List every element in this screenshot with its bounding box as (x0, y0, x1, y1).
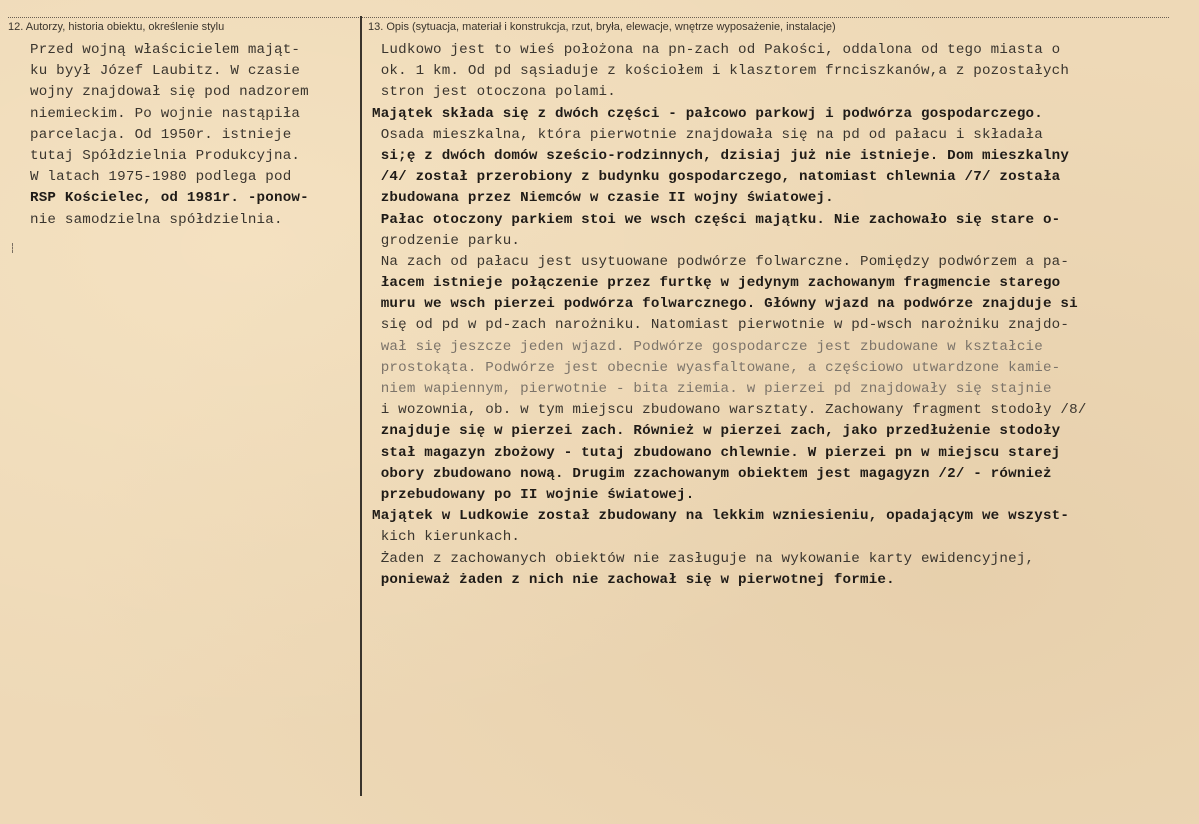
section-13-line: Pałac otoczony parkiem stoi we wsch części majątku. Nie zachowało się stare o- (372, 211, 1061, 228)
column-divider (360, 16, 362, 796)
section-13-line: obory zbudowano nową. Drugim zzachowanym obiektem jest magagyzn /2/ - również (372, 465, 1052, 482)
section-12-line: Przed wojną właścicielem mająt- (30, 42, 301, 58)
section-13-line: ponieważ żaden z nich nie zachował się w pierwotnej formie. (372, 571, 895, 588)
section-13-line: stron jest otoczona polami. (372, 84, 616, 101)
section-12-heading: 12. Autorzy, historia obiektu, określenie stylu (8, 21, 225, 33)
section-12-line: wojny znajdował się pod nadzorem (30, 84, 309, 101)
section-13-line: kich kierunkach. (372, 529, 521, 546)
section-12-line: ku byył Józef Laubitz. W czasie (30, 63, 301, 80)
section-13-line: łacem istnieje połączenie przez furtkę w jedynym zachowanym fragmencie starego (372, 275, 1061, 292)
section-13-heading: 13. Opis (sytuacja, materiał i konstrukcja, rzut, bryła, elewacje, wnętrze wyposażenie, instalacje) (368, 21, 836, 33)
section-12-line: tutaj Spółdzielnia Produkcyjna. (30, 147, 301, 164)
section-13-line: grodzenie parku. (372, 232, 521, 249)
section-13-line: Żaden z zachowanych obiektów nie zasługuje na wykowanie karty ewidencyjnej, (372, 550, 1035, 567)
section-13-body (372, 40, 1197, 591)
section-13-line: Majątek składa się z dwóch części - pałcowo parkowj i podwórza gospodarczego. (372, 105, 1043, 122)
section-13-line: niem wapiennym, pierwotnie - bita ziemia. w pierzei pd znajdowały się stajnie (372, 381, 1052, 397)
section-13-line: muru we wsch pierzei podwórza folwarcznego. Główny wjazd na podwórze znajduje si (372, 296, 1078, 313)
section-13-line: się od pd w pd-zach narożniku. Natomiast pierwotnie w pd-wsch narożniku znajdo- (372, 317, 1070, 334)
section-13-line: Na zach od pałacu jest usytuowane podwórze folwarczne. Pomiędzy podwórzem a pa- (372, 253, 1070, 270)
section-13-line: Majątek w Ludkowie został zbudowany na lekkim wzniesieniu, opadającym we wszyst- (372, 508, 1070, 525)
section-12-line: niemieckim. Po wojnie nastąpiła (30, 105, 301, 122)
section-13-line: i wozownia, ob. w tym miejscu zbudowano warsztaty. Zachowany fragment stodoły /8/ (372, 402, 1087, 419)
section-13-line: przebudowany po II wojnie światowej. (372, 486, 695, 503)
section-13-line: zbudowana przez Niemców w czasie II wojny światowej. (372, 190, 834, 207)
section-13-line: znajduje się w pierzei zach. Również w pierzei zach, jako przedłużenie stodoły (372, 423, 1061, 440)
section-12-line: RSP Kościelec, od 1981r. -ponow- (30, 190, 309, 207)
section-13-line: stał magazyn zbożowy - tutaj zbudowano chlewnie. W pierzei pn w miejscu starej (372, 444, 1061, 461)
section-13-line: Osada mieszkalna, która pierwotnie znajdowała się na pd od pałacu i składała (372, 126, 1043, 143)
left-edge-mark (12, 243, 16, 253)
section-12-body (30, 40, 360, 231)
section-13-line: si;ę z dwóch domów sześcio-rodzinnych, dzisiaj już nie istnieje. Dom mieszkalny (372, 147, 1070, 164)
section-13-line: ok. 1 km. Od pd sąsiaduje z kościołem i klasztorem frnciszkanów,a z pozostałych (372, 63, 1070, 80)
section-12-line: nie samodzielna spółdzielnia. (30, 211, 283, 228)
top-dotted-rule (8, 17, 1169, 18)
section-13-line: prostokąta. Podwórze jest obecnie wyasfaltowane, a częściowo utwardzone kamie- (372, 359, 1061, 376)
section-13-line: /4/ został przerobiony z budynku gospodarczego, natomiast chlewnia /7/ została (372, 169, 1061, 186)
section-12-line: parcelacja. Od 1950r. istnieje (30, 126, 292, 143)
section-13-line: Ludkowo jest to wieś położona na pn-zach od Pakości, oddalona od tego miasta o (372, 42, 1061, 58)
section-13-line: wał się jeszcze jeden wjazd. Podwórze gospodarcze jest zbudowane w kształcie (372, 338, 1043, 355)
section-12-line: W latach 1975-1980 podlega pod (30, 169, 292, 186)
